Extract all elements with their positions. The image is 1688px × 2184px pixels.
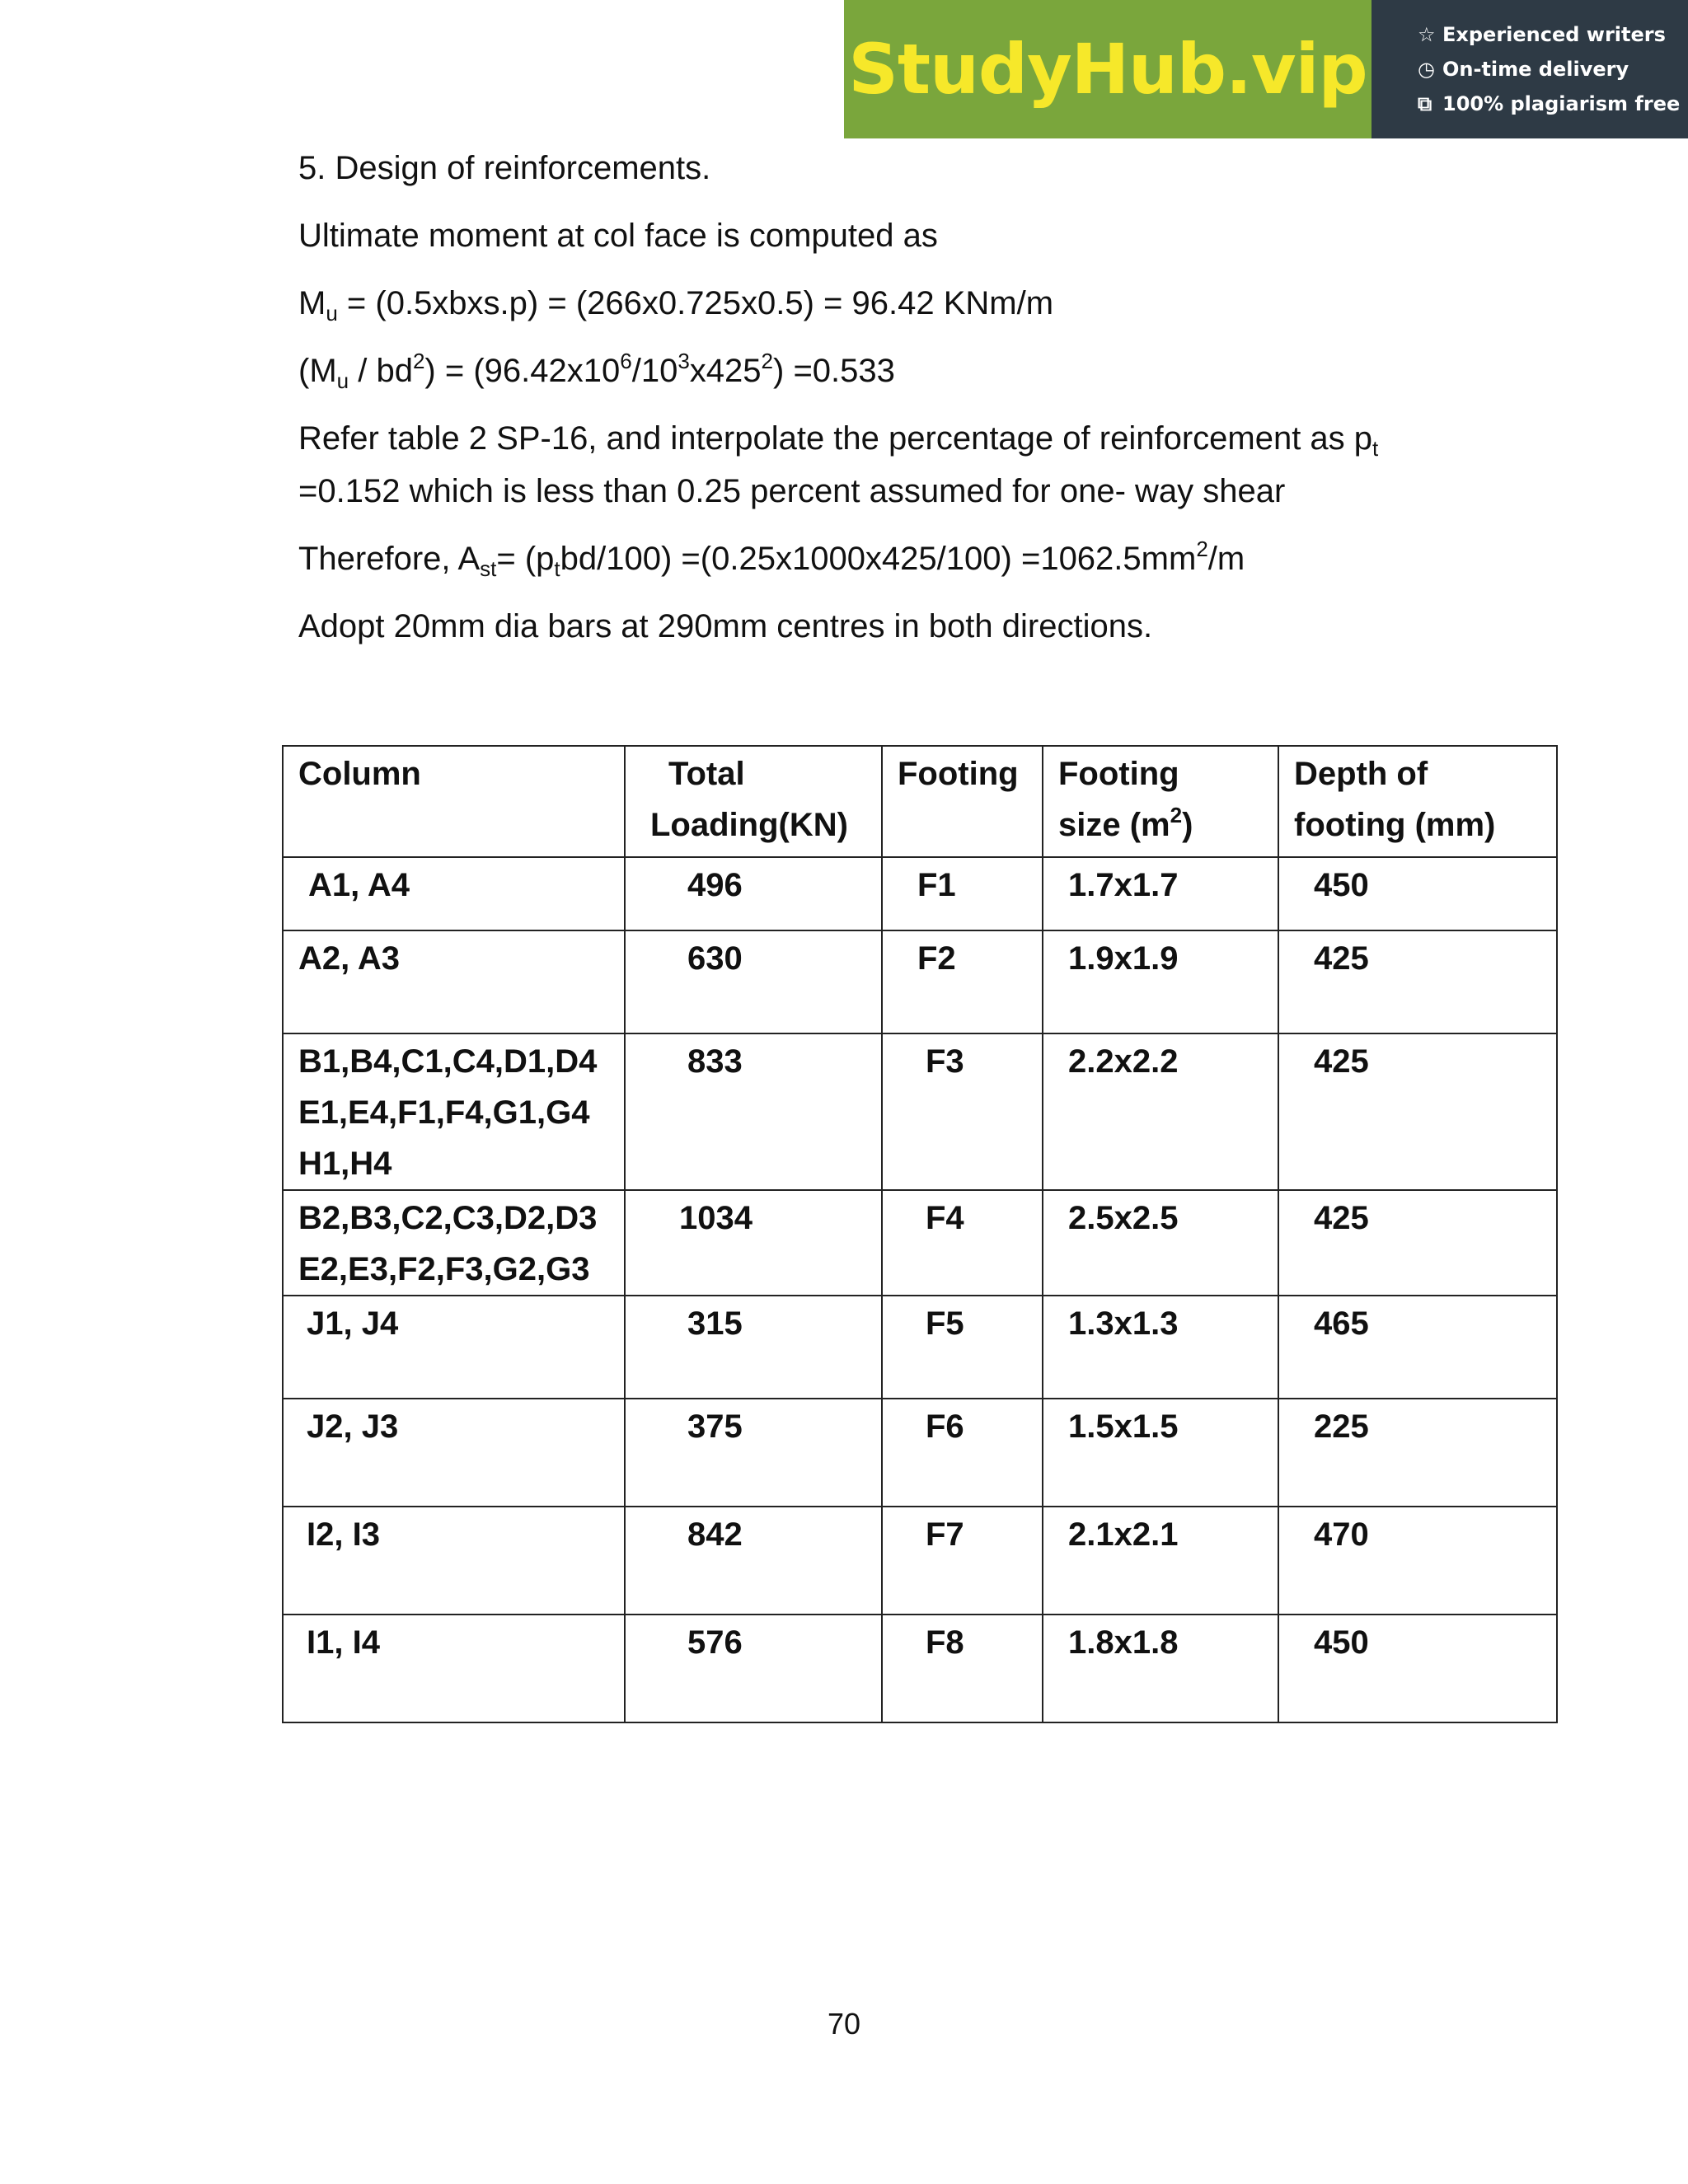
feature-list [1372, 0, 1688, 138]
cell-depth: 450 [1278, 1615, 1557, 1722]
cell-footing: F1 [882, 857, 1043, 930]
cell-depth: 425 [1278, 1033, 1557, 1190]
cell-footing: F2 [882, 930, 1043, 1033]
cell-column: A2, A3 [283, 930, 625, 1033]
cell-loading: 630 [625, 930, 882, 1033]
cell-loading: 1034 [625, 1190, 882, 1296]
cell-column: B1,B4,C1,C4,D1,D4 E1,E4,F1,F4,G1,G4 H1,H4 [283, 1033, 625, 1190]
star-icon: ☆ [1418, 23, 1436, 46]
ratio-equation: $(M_u / bd^2) = (96.42x10^6/10^3x425^2) =0.533$ [298, 349, 895, 393]
studyhub-banner[interactable] [844, 0, 1688, 138]
paragraph-line: Adopt 20mm dia bars at 290mm centres in both directions. [298, 608, 1153, 644]
cell-size: 1.5x1.5 [1043, 1399, 1278, 1507]
cell-size: 2.2x2.2 [1043, 1033, 1278, 1190]
table-row [283, 1615, 1557, 1722]
feature-label: 100% plagiarism free [1442, 92, 1681, 115]
header-loading: Total Loading(KN) [625, 746, 882, 857]
cell-loading: 576 [625, 1615, 882, 1722]
cell-loading: 315 [625, 1296, 882, 1399]
cell-size: 1.3x1.3 [1043, 1296, 1278, 1399]
feature-label: Experienced writers [1442, 23, 1666, 46]
cell-depth: 425 [1278, 930, 1557, 1033]
cell-loading: 842 [625, 1507, 882, 1615]
table-row [283, 1190, 1557, 1296]
header-column: Column [283, 746, 625, 857]
cell-loading: 833 [625, 1033, 882, 1190]
feature-item [1418, 52, 1688, 87]
cell-footing: F5 [882, 1296, 1043, 1399]
cell-size: 1.8x1.8 [1043, 1615, 1278, 1722]
table-row [283, 930, 1557, 1033]
paragraph-line: Refer table 2 SP-16, and interpolate the percentage of reinforcement as $p_t$ [298, 420, 1379, 461]
cell-depth: 465 [1278, 1296, 1557, 1399]
cell-depth: 470 [1278, 1507, 1557, 1615]
cell-size: 1.7x1.7 [1043, 857, 1278, 930]
cell-size: 1.9x1.9 [1043, 930, 1278, 1033]
feature-item [1418, 17, 1688, 52]
clock-icon: ◷ [1418, 58, 1435, 81]
page-number: 70 [827, 2007, 861, 2041]
cell-column: I1, I4 [283, 1615, 625, 1722]
studyhub-logo[interactable] [844, 0, 1372, 138]
cell-column: J1, J4 [283, 1296, 625, 1399]
table-row [283, 1399, 1557, 1507]
cell-depth: 225 [1278, 1399, 1557, 1507]
cell-column: J2, J3 [283, 1399, 625, 1507]
copy-icon: ⧉ [1418, 92, 1432, 115]
cell-column: B2,B3,C2,C3,D2,D3 E2,E3,F2,F3,G2,G3 [283, 1190, 625, 1296]
cell-footing: F7 [882, 1507, 1043, 1615]
paragraph-line: Ultimate moment at col face is computed as [298, 218, 938, 254]
table-row [283, 857, 1557, 930]
section-heading: 5. Design of reinforcements. [298, 150, 711, 186]
table-row [283, 1507, 1557, 1615]
table-row [283, 1033, 1557, 1190]
feature-item [1418, 87, 1688, 121]
header-depth: Depth of footing (mm) [1278, 746, 1557, 857]
moment-equation: $M_u$ = (0.5xbxs.p) = (266x0.725x0.5) = 96.42 KNm/m [298, 285, 1054, 326]
table-row [283, 1296, 1557, 1399]
cell-footing: F3 [882, 1033, 1043, 1190]
table-header-row [283, 746, 1557, 857]
cell-footing: F8 [882, 1615, 1043, 1722]
cell-size: 2.5x2.5 [1043, 1190, 1278, 1296]
cell-column: I2, I3 [283, 1507, 625, 1615]
header-footing: Footing [882, 746, 1043, 857]
cell-footing: F6 [882, 1399, 1043, 1507]
cell-depth: 450 [1278, 857, 1557, 930]
feature-label: On-time delivery [1442, 58, 1629, 81]
header-size: Footing size $(m^2)$ [1043, 746, 1278, 857]
cell-footing: F4 [882, 1190, 1043, 1296]
cell-loading: 375 [625, 1399, 882, 1507]
area-equation: Therefore, $A_{st}= (p_tbd/100) =(0.25x1000x425/100) =1062.5mm^2/m$ [298, 537, 1245, 581]
cell-depth: 425 [1278, 1190, 1557, 1296]
cell-column: A1, A4 [283, 857, 625, 930]
paragraph-line: =0.152 which is less than 0.25 percent assumed for one- way shear [298, 473, 1286, 509]
cell-size: 2.1x2.1 [1043, 1507, 1278, 1615]
brand-name: StudyHub.vip [848, 29, 1367, 110]
cell-loading: 496 [625, 857, 882, 930]
footing-table [282, 745, 1558, 1723]
